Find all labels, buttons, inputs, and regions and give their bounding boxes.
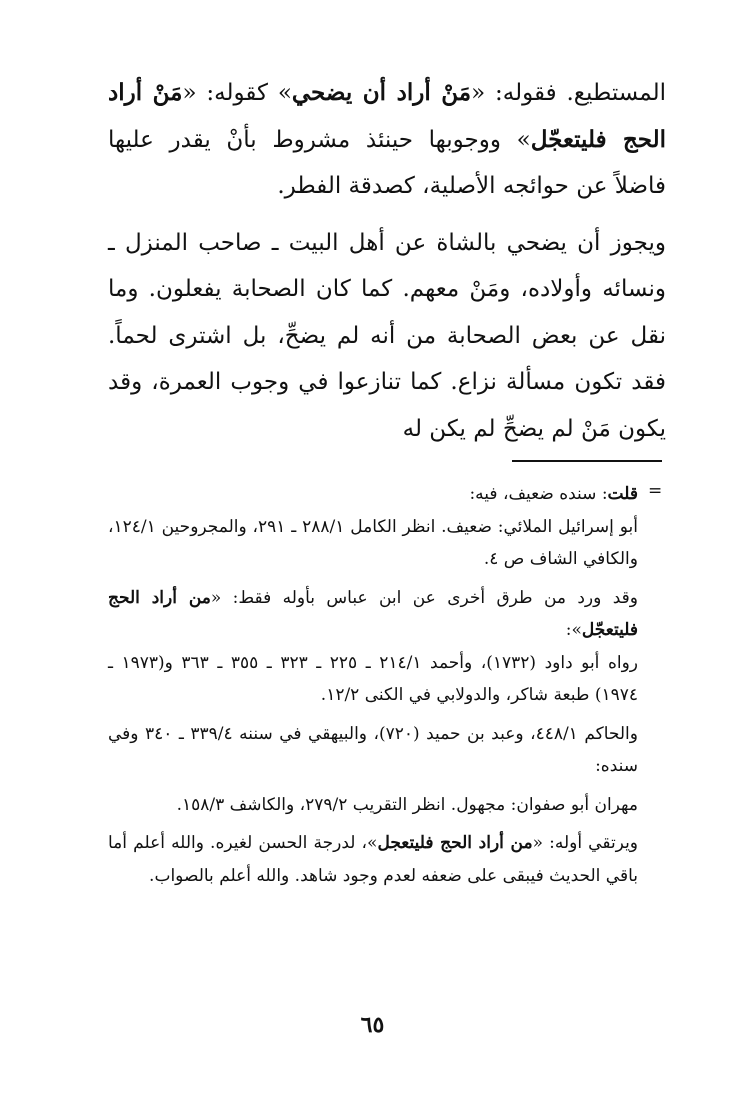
footnote-1 [108, 478, 638, 511]
footnote-7 [108, 827, 638, 892]
footnote-2: أبو إسرائيل الملائي: ضعيف. انظر الكامل ٢٨٨/١ ـ ٢٩١، والمجروحين ١٢٤/١، والكافي الشاف ص ٤. [108, 516, 638, 569]
paragraph-1-part-3: » ووجوبها حينئذ مشروط بأنْ يقدر عليها فاضلاً عن حوائجه الأصلية، كصدقة الفطر. [108, 126, 666, 199]
paragraph-1 [108, 70, 666, 210]
footnote-4: رواه أبو داود (١٧٣٢)، وأحمد ٢١٤/١ ـ ٢٢٥ ـ ٣٢٣ ـ ٣٥٥ ـ ٣٦٣ و(١٩٧٣ ـ ١٩٧٤) طبعة شاكر، والدولابي في الكنى ١٢/٢. [108, 652, 638, 705]
footnote-1-text: : سنده ضعيف، فيه: [469, 484, 608, 504]
footnote-5: والحاكم ٤٤٨/١، وعبد بن حميد (٧٢٠)، والبيهقي في سننه ٣٣٩/٤ ـ ٣٤٠ وفي سنده: [108, 723, 638, 776]
quote-hadith-hajj: مَنْ أراد الحج فليتعجّل [108, 79, 667, 153]
paragraph-1-part-1: المستطيع. فقوله: « [471, 80, 666, 106]
footnote-6: مهران أبو صفوان: مجهول. انظر التقريب ٢٧٩/٢، والكاشف ١٥٨/٣. [176, 794, 638, 815]
main-text [108, 70, 666, 452]
footnote-3-part-1: وقد ورد من طرق أخرى عن ابن عباس بأوله فقط: « [210, 587, 638, 608]
quote-hadith-udhiya: مَنْ أراد أن يضحي [291, 79, 472, 106]
footnote-7-quote: من أراد الحج فليتعجل [377, 833, 533, 853]
footnote-separator-line [512, 460, 662, 462]
footnote-1-label: قلت [607, 484, 638, 504]
paragraph-2: ويجوز أن يضحي بالشاة عن أهل البيت ـ صاحب المنزل ـ ونسائه وأولاده، ومَنْ معهم. كما كان الصحابة يفعلون. وما نقل عن بعض الصحابة من أنه لم يضحِّ، بل اشترى لحماً. فقد تكون مسألة نزاع. كما تنازعوا في وجوب العمرة، وقد يكون مَنْ لم يضحِّ لم يكن له [108, 229, 667, 442]
footnote-continuation-marker: = [648, 481, 663, 501]
footnotes [108, 478, 638, 892]
footnote-3-part-2: »: [565, 620, 582, 640]
footnote-7-part-1: ويرتقي أوله: « [532, 833, 639, 853]
page-number: ٦٥ [360, 1012, 385, 1038]
paragraph-1-part-2: » كقوله: « [182, 80, 292, 106]
footnote-3-quote: من أراد الحج فليتعجّل [108, 587, 638, 640]
footnote-3 [108, 582, 638, 647]
footnote-7-part-2: »، لدرجة الحسن لغيره. والله أعلم أما باقي الحديث فيبقى على ضعفه لعدم وجود شاهد. والله أعلم بالصواب. [108, 833, 638, 886]
